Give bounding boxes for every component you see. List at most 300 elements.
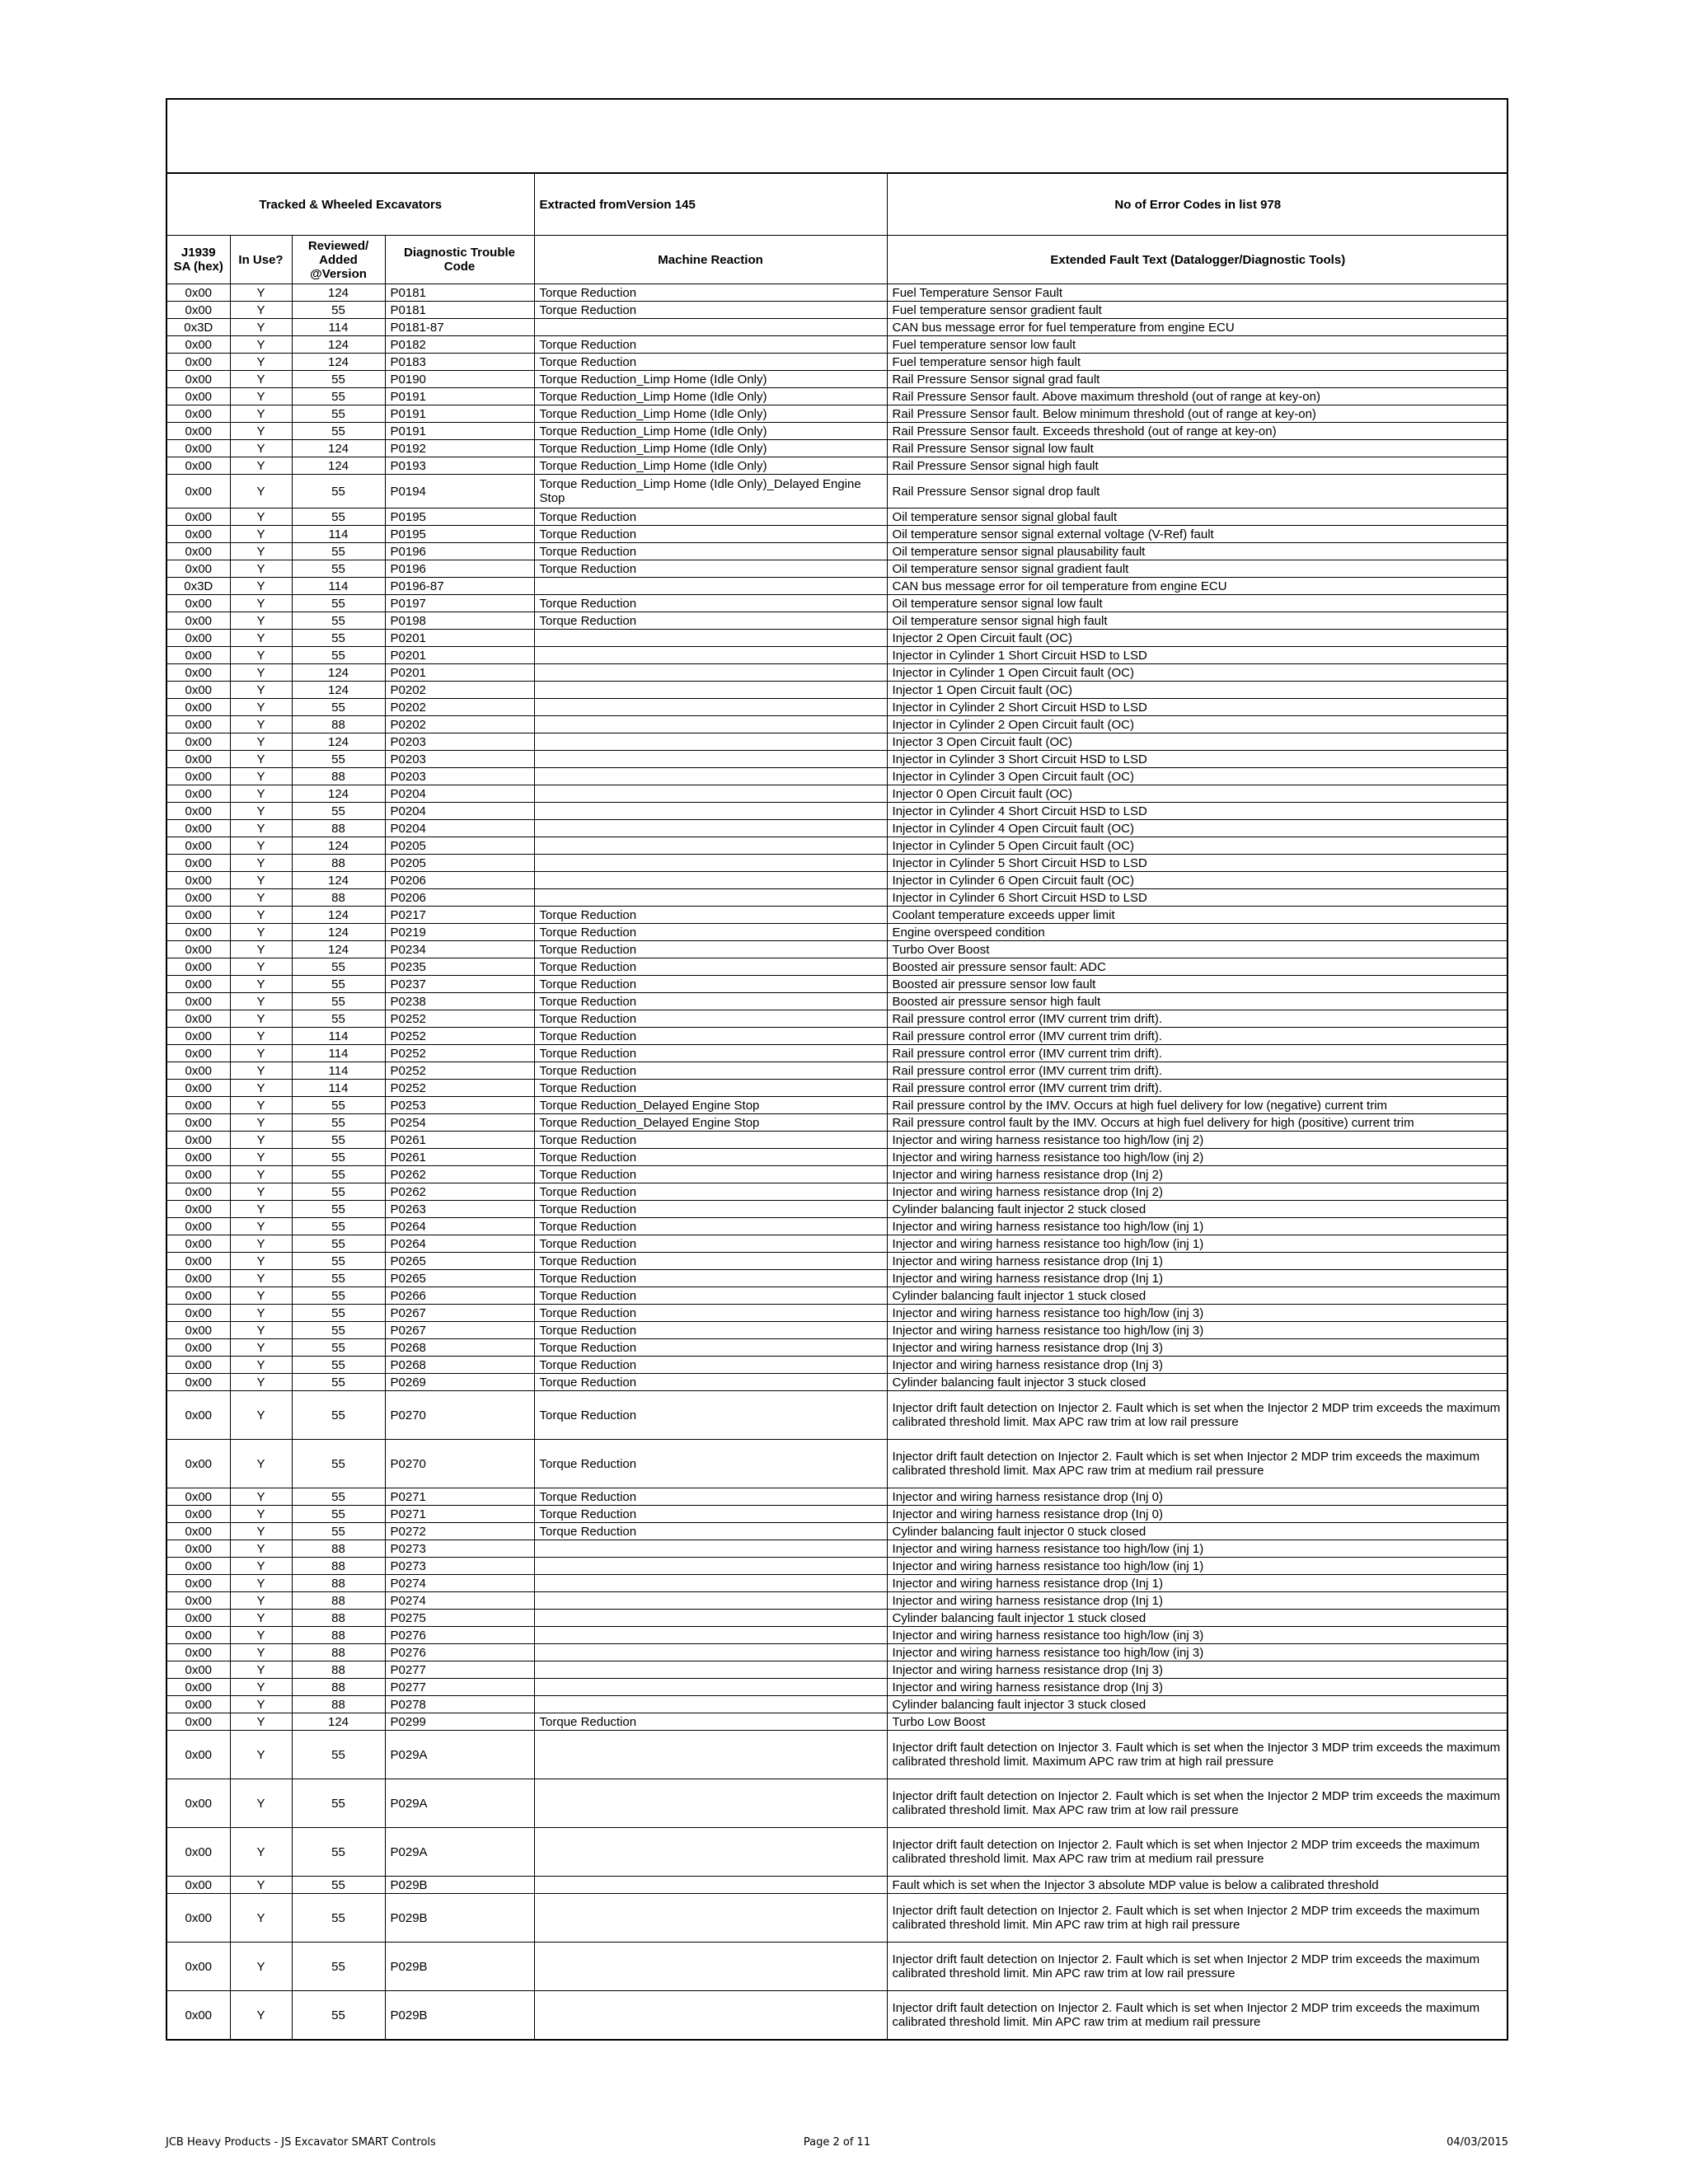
cell-dtc: P0254: [385, 1114, 534, 1132]
cell-version: 88: [292, 1627, 385, 1644]
cell-sa: 0x00: [167, 1440, 230, 1488]
table-row: [167, 1877, 1508, 1894]
cell-dtc: P0191: [385, 423, 534, 440]
cell-dtc: P0265: [385, 1253, 534, 1270]
cell-dtc: P0203: [385, 751, 534, 768]
table-row: [167, 1575, 1508, 1592]
cell-dtc: P0235: [385, 958, 534, 976]
cell-fault-text: Injector and wiring harness resistance too high/low (inj 1): [887, 1218, 1508, 1235]
cell-machine-reaction: [534, 1679, 887, 1696]
cell-in-use: Y: [230, 1661, 292, 1679]
cell-fault-text: Fuel temperature sensor gradient fault: [887, 302, 1508, 319]
cell-in-use: Y: [230, 1357, 292, 1374]
cell-dtc: P029B: [385, 1943, 534, 1991]
table-row: [167, 1287, 1508, 1305]
cell-fault-text: Injector in Cylinder 3 Open Circuit fault (OC): [887, 768, 1508, 785]
table-row: [167, 1080, 1508, 1097]
cell-fault-text: Boosted air pressure sensor fault: ADC: [887, 958, 1508, 976]
cell-in-use: Y: [230, 1010, 292, 1028]
cell-fault-text: Injector in Cylinder 5 Short Circuit HSD to LSD: [887, 855, 1508, 872]
cell-version: 55: [292, 1235, 385, 1253]
cell-machine-reaction: [534, 889, 887, 907]
cell-version: 55: [292, 1339, 385, 1357]
cell-version: 55: [292, 1523, 385, 1540]
cell-dtc: P0264: [385, 1218, 534, 1235]
table-row: [167, 785, 1508, 803]
cell-sa: 0x00: [167, 1627, 230, 1644]
cell-machine-reaction: Torque Reduction: [534, 1506, 887, 1523]
table-row: [167, 1943, 1508, 1991]
cell-dtc: P0201: [385, 630, 534, 647]
cell-fault-text: Cylinder balancing fault injector 0 stuck closed: [887, 1523, 1508, 1540]
table-row: [167, 1097, 1508, 1114]
cell-machine-reaction: Torque Reduction: [534, 1010, 887, 1028]
cell-sa: 0x00: [167, 941, 230, 958]
cell-dtc: P0217: [385, 907, 534, 924]
cell-machine-reaction: [534, 716, 887, 733]
cell-version: 124: [292, 664, 385, 682]
cell-sa: 0x00: [167, 1779, 230, 1828]
cell-fault-text: Rail pressure control error (IMV current trim drift).: [887, 1028, 1508, 1045]
cell-in-use: Y: [230, 560, 292, 578]
cell-in-use: Y: [230, 1644, 292, 1661]
cell-version: 55: [292, 560, 385, 578]
cell-dtc: P0276: [385, 1627, 534, 1644]
cell-fault-text: CAN bus message error for oil temperature from engine ECU: [887, 578, 1508, 595]
cell-dtc: P0266: [385, 1287, 534, 1305]
cell-in-use: Y: [230, 1097, 292, 1114]
cell-machine-reaction: [534, 647, 887, 664]
cell-version: 124: [292, 336, 385, 354]
table-row: [167, 1045, 1508, 1062]
table-row: [167, 820, 1508, 837]
cell-version: 55: [292, 1322, 385, 1339]
cell-version: 124: [292, 872, 385, 889]
cell-machine-reaction: Torque Reduction: [534, 595, 887, 612]
table-row: [167, 1339, 1508, 1357]
cell-sa: 0x00: [167, 1713, 230, 1731]
cell-dtc: P0268: [385, 1357, 534, 1374]
cell-version: 55: [292, 1828, 385, 1877]
cell-version: 55: [292, 1877, 385, 1894]
cell-fault-text: Fuel temperature sensor low fault: [887, 336, 1508, 354]
cell-machine-reaction: Torque Reduction: [534, 543, 887, 560]
cell-in-use: Y: [230, 1506, 292, 1523]
cell-dtc: P0264: [385, 1235, 534, 1253]
cell-version: 55: [292, 1488, 385, 1506]
cell-sa: 0x00: [167, 1218, 230, 1235]
cell-fault-text: Injector in Cylinder 1 Short Circuit HSD to LSD: [887, 647, 1508, 664]
cell-fault-text: Injector in Cylinder 2 Open Circuit fault (OC): [887, 716, 1508, 733]
cell-version: 124: [292, 1713, 385, 1731]
cell-sa: 0x00: [167, 1610, 230, 1627]
table-row: [167, 837, 1508, 855]
cell-in-use: Y: [230, 1080, 292, 1097]
cell-sa: 0x00: [167, 889, 230, 907]
cell-fault-text: Injector in Cylinder 4 Open Circuit fault (OC): [887, 820, 1508, 837]
cell-machine-reaction: [534, 319, 887, 336]
cell-machine-reaction: Torque Reduction_Limp Home (Idle Only): [534, 405, 887, 423]
cell-in-use: Y: [230, 405, 292, 423]
cell-sa: 0x00: [167, 526, 230, 543]
cell-fault-text: Injector and wiring harness resistance too high/low (inj 2): [887, 1149, 1508, 1166]
cell-dtc: P0299: [385, 1713, 534, 1731]
cell-in-use: Y: [230, 475, 292, 509]
table-row: [167, 284, 1508, 302]
cell-dtc: P0270: [385, 1391, 534, 1440]
cell-machine-reaction: Torque Reduction_Limp Home (Idle Only)_Delayed Engine Stop: [534, 475, 887, 509]
cell-fault-text: Injector and wiring harness resistance drop (Inj 3): [887, 1679, 1508, 1696]
cell-dtc: P0203: [385, 733, 534, 751]
cell-dtc: P0276: [385, 1644, 534, 1661]
cell-sa: 0x00: [167, 1644, 230, 1661]
cell-version: 55: [292, 1506, 385, 1523]
cell-version: 114: [292, 319, 385, 336]
table-row: [167, 941, 1508, 958]
cell-in-use: Y: [230, 1991, 292, 2040]
cell-fault-text: Injector drift fault detection on Injector 2. Fault which is set when Injector 2 MDP trim exceeds the maximum calibrated threshold limit. Max APC raw trim at medium rail pressure: [887, 1828, 1508, 1877]
cell-machine-reaction: Torque Reduction: [534, 1339, 887, 1357]
cell-machine-reaction: [534, 1877, 887, 1894]
table-row: [167, 1779, 1508, 1828]
cell-dtc: P0196: [385, 543, 534, 560]
cell-dtc: P0272: [385, 1523, 534, 1540]
cell-dtc: P0275: [385, 1610, 534, 1627]
cell-fault-text: Injector 3 Open Circuit fault (OC): [887, 733, 1508, 751]
cell-fault-text: Oil temperature sensor signal high fault: [887, 612, 1508, 630]
cell-in-use: Y: [230, 1894, 292, 1943]
cell-in-use: Y: [230, 924, 292, 941]
cell-machine-reaction: [534, 1731, 887, 1779]
cell-version: 55: [292, 958, 385, 976]
cell-machine-reaction: Torque Reduction: [534, 1713, 887, 1731]
cell-in-use: Y: [230, 1592, 292, 1610]
cell-version: 88: [292, 1540, 385, 1558]
cell-machine-reaction: Torque Reduction: [534, 1149, 887, 1166]
cell-sa: 0x00: [167, 1828, 230, 1877]
cell-version: 55: [292, 1097, 385, 1114]
cell-sa: 0x00: [167, 751, 230, 768]
cell-version: 55: [292, 1253, 385, 1270]
cell-fault-text: Injector and wiring harness resistance drop (Inj 3): [887, 1339, 1508, 1357]
cell-machine-reaction: Torque Reduction: [534, 1080, 887, 1097]
cell-version: 114: [292, 526, 385, 543]
cell-sa: 0x00: [167, 1339, 230, 1357]
cell-in-use: Y: [230, 1062, 292, 1080]
cell-sa: 0x00: [167, 1045, 230, 1062]
cell-in-use: Y: [230, 837, 292, 855]
cell-version: 55: [292, 1201, 385, 1218]
cell-sa: 0x00: [167, 336, 230, 354]
cell-fault-text: Turbo Over Boost: [887, 941, 1508, 958]
cell-machine-reaction: Torque Reduction: [534, 976, 887, 993]
cell-in-use: Y: [230, 699, 292, 716]
table-row: [167, 1731, 1508, 1779]
table-row: [167, 1440, 1508, 1488]
cell-dtc: P0267: [385, 1305, 534, 1322]
cell-version: 55: [292, 1114, 385, 1132]
table-row: [167, 751, 1508, 768]
cell-in-use: Y: [230, 1132, 292, 1149]
cell-dtc: P0267: [385, 1322, 534, 1339]
cell-dtc: P0261: [385, 1132, 534, 1149]
cell-fault-text: Fuel temperature sensor high fault: [887, 354, 1508, 371]
cell-in-use: Y: [230, 751, 292, 768]
cell-version: 124: [292, 907, 385, 924]
cell-in-use: Y: [230, 457, 292, 475]
cell-sa: 0x00: [167, 1558, 230, 1575]
cell-sa: 0x00: [167, 1287, 230, 1305]
cell-machine-reaction: [534, 1627, 887, 1644]
cell-sa: 0x00: [167, 1391, 230, 1440]
cell-fault-text: Injector 0 Open Circuit fault (OC): [887, 785, 1508, 803]
table-row: [167, 924, 1508, 941]
cell-sa: 0x00: [167, 1592, 230, 1610]
cell-in-use: Y: [230, 1114, 292, 1132]
cell-version: 55: [292, 1218, 385, 1235]
cell-in-use: Y: [230, 1540, 292, 1558]
table-row: [167, 1374, 1508, 1391]
cell-in-use: Y: [230, 716, 292, 733]
cell-in-use: Y: [230, 1028, 292, 1045]
cell-fault-text: Injector in Cylinder 3 Short Circuit HSD to LSD: [887, 751, 1508, 768]
cell-version: 55: [292, 976, 385, 993]
table-row: [167, 1644, 1508, 1661]
cell-machine-reaction: Torque Reduction: [534, 1523, 887, 1540]
cell-in-use: Y: [230, 855, 292, 872]
cell-in-use: Y: [230, 768, 292, 785]
cell-version: 55: [292, 302, 385, 319]
cell-dtc: P0252: [385, 1045, 534, 1062]
cell-in-use: Y: [230, 1183, 292, 1201]
cell-sa: 0x00: [167, 1506, 230, 1523]
cell-machine-reaction: [534, 1592, 887, 1610]
cell-in-use: Y: [230, 1149, 292, 1166]
cell-dtc: P0277: [385, 1661, 534, 1679]
col-header-text: Extended Fault Text (Datalogger/Diagnostic Tools): [887, 236, 1508, 284]
cell-dtc: P0252: [385, 1028, 534, 1045]
cell-version: 55: [292, 612, 385, 630]
cell-version: 114: [292, 578, 385, 595]
cell-in-use: Y: [230, 1627, 292, 1644]
cell-sa: 0x00: [167, 1696, 230, 1713]
cell-dtc: P0262: [385, 1183, 534, 1201]
cell-sa: 0x00: [167, 855, 230, 872]
cell-dtc: P0181-87: [385, 319, 534, 336]
cell-dtc: P0206: [385, 889, 534, 907]
table-row: [167, 423, 1508, 440]
cell-sa: 0x00: [167, 716, 230, 733]
cell-machine-reaction: Torque Reduction_Delayed Engine Stop: [534, 1097, 887, 1114]
cell-version: 55: [292, 509, 385, 526]
table-row: [167, 371, 1508, 388]
cell-in-use: Y: [230, 1828, 292, 1877]
cell-version: 55: [292, 647, 385, 664]
cell-version: 55: [292, 388, 385, 405]
table-body: [167, 284, 1508, 2040]
cell-dtc: P0181: [385, 284, 534, 302]
cell-fault-text: Injector in Cylinder 6 Short Circuit HSD to LSD: [887, 889, 1508, 907]
cell-machine-reaction: Torque Reduction_Limp Home (Idle Only): [534, 440, 887, 457]
table-row: [167, 475, 1508, 509]
cell-dtc: P0198: [385, 612, 534, 630]
cell-sa: 0x00: [167, 1322, 230, 1339]
cell-sa: 0x00: [167, 1132, 230, 1149]
cell-fault-text: Rail pressure control error (IMV current trim drift).: [887, 1062, 1508, 1080]
cell-version: 88: [292, 889, 385, 907]
cell-dtc: P0204: [385, 820, 534, 837]
cell-dtc: P0237: [385, 976, 534, 993]
cell-in-use: Y: [230, 1713, 292, 1731]
cell-fault-text: Boosted air pressure sensor low fault: [887, 976, 1508, 993]
cell-sa: 0x00: [167, 1010, 230, 1028]
cell-fault-text: Injector 1 Open Circuit fault (OC): [887, 682, 1508, 699]
cell-dtc: P0202: [385, 699, 534, 716]
cell-dtc: P0196: [385, 560, 534, 578]
cell-sa: 0x00: [167, 820, 230, 837]
cell-fault-text: Rail pressure control fault by the IMV. Occurs at high fuel delivery for high (positive) current trim: [887, 1114, 1508, 1132]
cell-machine-reaction: Torque Reduction: [534, 1357, 887, 1374]
cell-dtc: P0194: [385, 475, 534, 509]
cell-machine-reaction: Torque Reduction: [534, 302, 887, 319]
cell-version: 55: [292, 1391, 385, 1440]
cell-fault-text: Rail pressure control error (IMV current trim drift).: [887, 1080, 1508, 1097]
table-row: [167, 716, 1508, 733]
cell-dtc: P0263: [385, 1201, 534, 1218]
cell-in-use: Y: [230, 630, 292, 647]
cell-machine-reaction: Torque Reduction: [534, 1235, 887, 1253]
cell-machine-reaction: [534, 664, 887, 682]
cell-sa: 0x00: [167, 284, 230, 302]
table-row: [167, 872, 1508, 889]
cell-in-use: Y: [230, 1374, 292, 1391]
table-row: [167, 457, 1508, 475]
cell-fault-text: Injector drift fault detection on Injector 2. Fault which is set when Injector 2 MDP trim exceeds the maximum calibrated threshold limit. Min APC raw trim at medium rail pressure: [887, 1991, 1508, 2040]
cell-version: 55: [292, 475, 385, 509]
cell-in-use: Y: [230, 302, 292, 319]
cell-machine-reaction: Torque Reduction: [534, 1440, 887, 1488]
cell-sa: 0x00: [167, 475, 230, 509]
table-row: [167, 855, 1508, 872]
cell-version: 88: [292, 1575, 385, 1592]
cell-sa: 0x00: [167, 1894, 230, 1943]
cell-dtc: P0202: [385, 716, 534, 733]
cell-fault-text: Cylinder balancing fault injector 1 stuck closed: [887, 1287, 1508, 1305]
table-row: [167, 1391, 1508, 1440]
cell-machine-reaction: Torque Reduction_Limp Home (Idle Only): [534, 388, 887, 405]
table-row: [167, 405, 1508, 423]
cell-fault-text: Fuel Temperature Sensor Fault: [887, 284, 1508, 302]
cell-dtc: P0205: [385, 855, 534, 872]
cell-sa: 0x00: [167, 440, 230, 457]
cell-machine-reaction: [534, 803, 887, 820]
cell-dtc: P0201: [385, 647, 534, 664]
cell-in-use: Y: [230, 733, 292, 751]
extracted-version: Extracted fromVersion 145: [534, 174, 887, 236]
cell-version: 55: [292, 1149, 385, 1166]
page-footer: [166, 2136, 1508, 2153]
cell-sa: 0x00: [167, 1661, 230, 1679]
cell-in-use: Y: [230, 1253, 292, 1270]
cell-version: 55: [292, 630, 385, 647]
cell-in-use: Y: [230, 1339, 292, 1357]
cell-sa: 0x00: [167, 1679, 230, 1696]
table-row: [167, 1322, 1508, 1339]
cell-in-use: Y: [230, 1779, 292, 1828]
cell-machine-reaction: Torque Reduction: [534, 1201, 887, 1218]
cell-dtc: P0203: [385, 768, 534, 785]
cell-fault-text: Injector drift fault detection on Injector 2. Fault which is set when Injector 2 MDP trim exceeds the maximum calibrated threshold limit. Min APC raw trim at high rail pressure: [887, 1894, 1508, 1943]
table-super-header: [167, 174, 1508, 236]
cell-sa: 0x00: [167, 1357, 230, 1374]
cell-dtc: P0273: [385, 1558, 534, 1575]
cell-dtc: P0191: [385, 388, 534, 405]
cell-machine-reaction: Torque Reduction_Limp Home (Idle Only): [534, 457, 887, 475]
table-row: [167, 1201, 1508, 1218]
cell-in-use: Y: [230, 1696, 292, 1713]
cell-dtc: P029B: [385, 1991, 534, 2040]
cell-dtc: P0204: [385, 803, 534, 820]
cell-fault-text: Oil temperature sensor signal low fault: [887, 595, 1508, 612]
table-row: [167, 1894, 1508, 1943]
cell-machine-reaction: Torque Reduction: [534, 1374, 887, 1391]
cell-version: 88: [292, 1610, 385, 1627]
cell-version: 55: [292, 1183, 385, 1201]
cell-version: 114: [292, 1028, 385, 1045]
cell-version: 55: [292, 1731, 385, 1779]
cell-fault-text: Fault which is set when the Injector 3 absolute MDP value is below a calibrated threshold: [887, 1877, 1508, 1894]
cell-dtc: P0183: [385, 354, 534, 371]
table-row: [167, 1627, 1508, 1644]
cell-dtc: P0268: [385, 1339, 534, 1357]
table-row: [167, 1488, 1508, 1506]
cell-machine-reaction: Torque Reduction: [534, 1062, 887, 1080]
cell-sa: 0x00: [167, 1374, 230, 1391]
cell-sa: 0x00: [167, 1305, 230, 1322]
cell-fault-text: Oil temperature sensor signal external voltage (V-Ref) fault: [887, 526, 1508, 543]
cell-dtc: P0262: [385, 1166, 534, 1183]
cell-fault-text: Injector in Cylinder 1 Open Circuit fault (OC): [887, 664, 1508, 682]
table-row: [167, 1713, 1508, 1731]
cell-version: 55: [292, 1166, 385, 1183]
cell-dtc: P0265: [385, 1270, 534, 1287]
cell-fault-text: Injector and wiring harness resistance too high/low (inj 3): [887, 1644, 1508, 1661]
cell-dtc: P029A: [385, 1828, 534, 1877]
cell-dtc: P0202: [385, 682, 534, 699]
cell-machine-reaction: Torque Reduction: [534, 1132, 887, 1149]
cell-sa: 0x00: [167, 1991, 230, 2040]
cell-fault-text: Rail Pressure Sensor signal low fault: [887, 440, 1508, 457]
cell-fault-text: Injector and wiring harness resistance drop (Inj 2): [887, 1183, 1508, 1201]
cell-in-use: Y: [230, 612, 292, 630]
cell-version: 124: [292, 457, 385, 475]
table-row: [167, 647, 1508, 664]
cell-sa: 0x3D: [167, 319, 230, 336]
cell-version: 55: [292, 1357, 385, 1374]
cell-fault-text: Injector drift fault detection on Injector 2. Fault which is set when Injector 2 MDP trim exceeds the maximum calibrated threshold limit. Min APC raw trim at low rail pressure: [887, 1943, 1508, 1991]
error-code-count: No of Error Codes in list 978: [887, 174, 1508, 236]
cell-dtc: P0252: [385, 1080, 534, 1097]
cell-version: 55: [292, 1305, 385, 1322]
cell-in-use: Y: [230, 336, 292, 354]
table-row: [167, 889, 1508, 907]
cell-machine-reaction: [534, 785, 887, 803]
cell-machine-reaction: [534, 1828, 887, 1877]
cell-fault-text: Turbo Low Boost: [887, 1713, 1508, 1731]
cell-dtc: P0195: [385, 526, 534, 543]
cell-in-use: Y: [230, 1218, 292, 1235]
cell-version: 124: [292, 682, 385, 699]
